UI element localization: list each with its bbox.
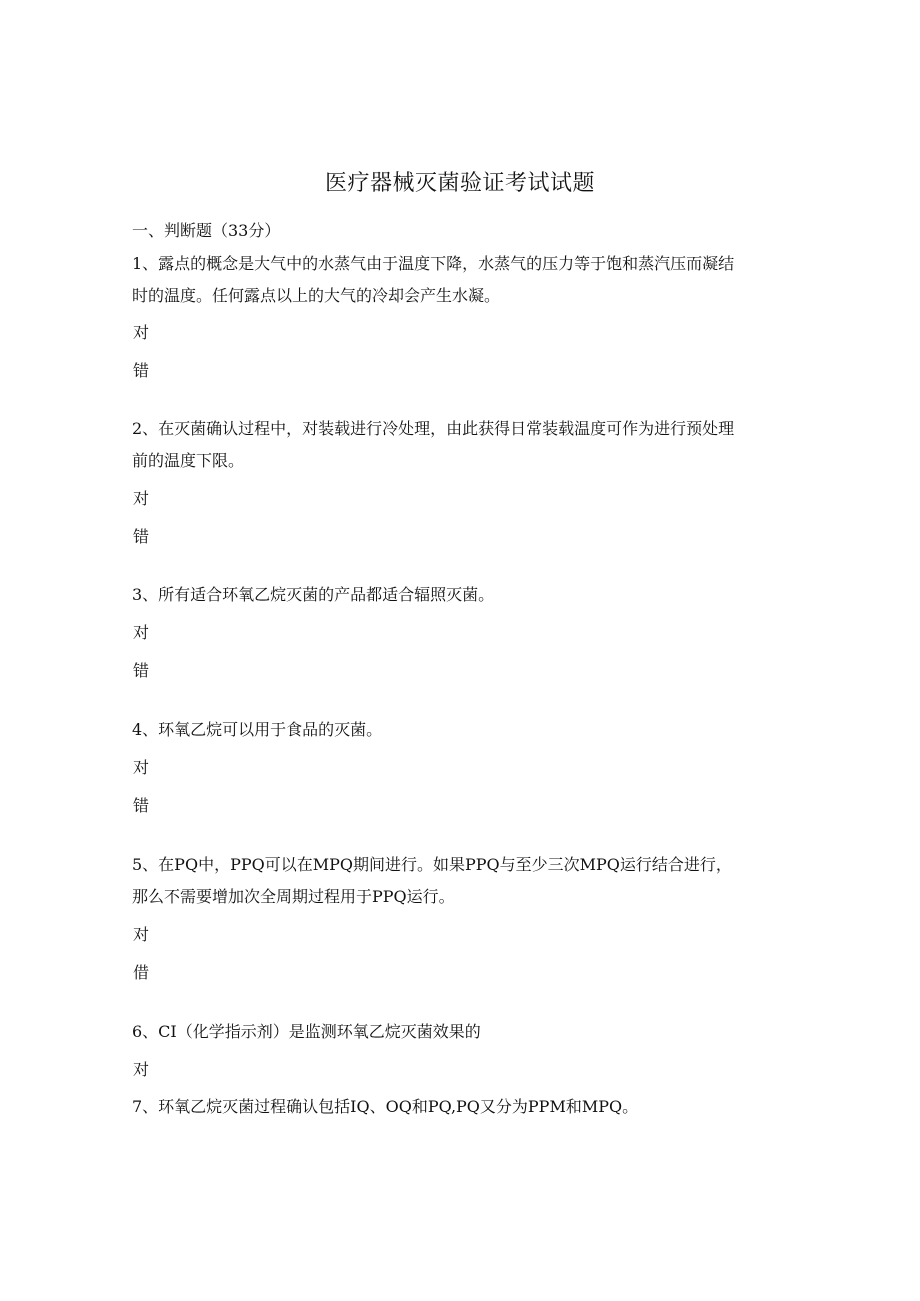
- question-text: 4、环氧乙烷可以用于食品的灭菌。: [132, 720, 383, 739]
- option-true[interactable]: 对: [133, 1060, 150, 1079]
- option-true[interactable]: 对: [133, 323, 150, 342]
- option-true[interactable]: 对: [133, 623, 150, 642]
- question-text: 2、在灭菌确认过程中，对装载进行冷处理，由此获得日常装载温度可作为进行预处理: [132, 419, 735, 438]
- option-true[interactable]: 对: [133, 489, 150, 508]
- question-text: 时的温度。任何露点以上的大气的冷却会产生水凝。: [132, 286, 501, 305]
- question-text: 3、所有适合环氧乙烷灭菌的产品都适合辐照灭菌。: [132, 585, 495, 604]
- option-true[interactable]: 对: [133, 758, 150, 777]
- question-text: 7、环氧乙烷灭菌过程确认包括IQ、OQ和PQ,PQ又分为PPM和MPQ。: [132, 1097, 639, 1116]
- question-text: 前的温度下限。: [132, 451, 245, 470]
- option-false[interactable]: 借: [133, 963, 150, 982]
- question-text: 那么不需要增加次全周期过程用于PPQ运行。: [132, 887, 455, 906]
- section-heading: 一、判断题（33分）: [132, 221, 281, 240]
- option-true[interactable]: 对: [133, 925, 150, 944]
- question-text: 5、在PQ中，PPQ可以在MPQ期间进行。如果PPQ与至少三次MPQ运行结合进行，: [132, 855, 732, 874]
- question-text: 6、CI（化学指示剂）是监测环氧乙烷灭菌效果的: [132, 1022, 481, 1041]
- option-false[interactable]: 错: [133, 796, 150, 815]
- document-title: 医疗器械灭菌验证考试试题: [324, 171, 595, 196]
- question-text: 1、露点的概念是大气中的水蒸气由于温度下降，水蒸气的压力等于饱和蒸汽压而凝结: [132, 254, 735, 273]
- option-false[interactable]: 错: [133, 361, 150, 380]
- option-false[interactable]: 错: [133, 661, 150, 680]
- option-false[interactable]: 错: [133, 527, 150, 546]
